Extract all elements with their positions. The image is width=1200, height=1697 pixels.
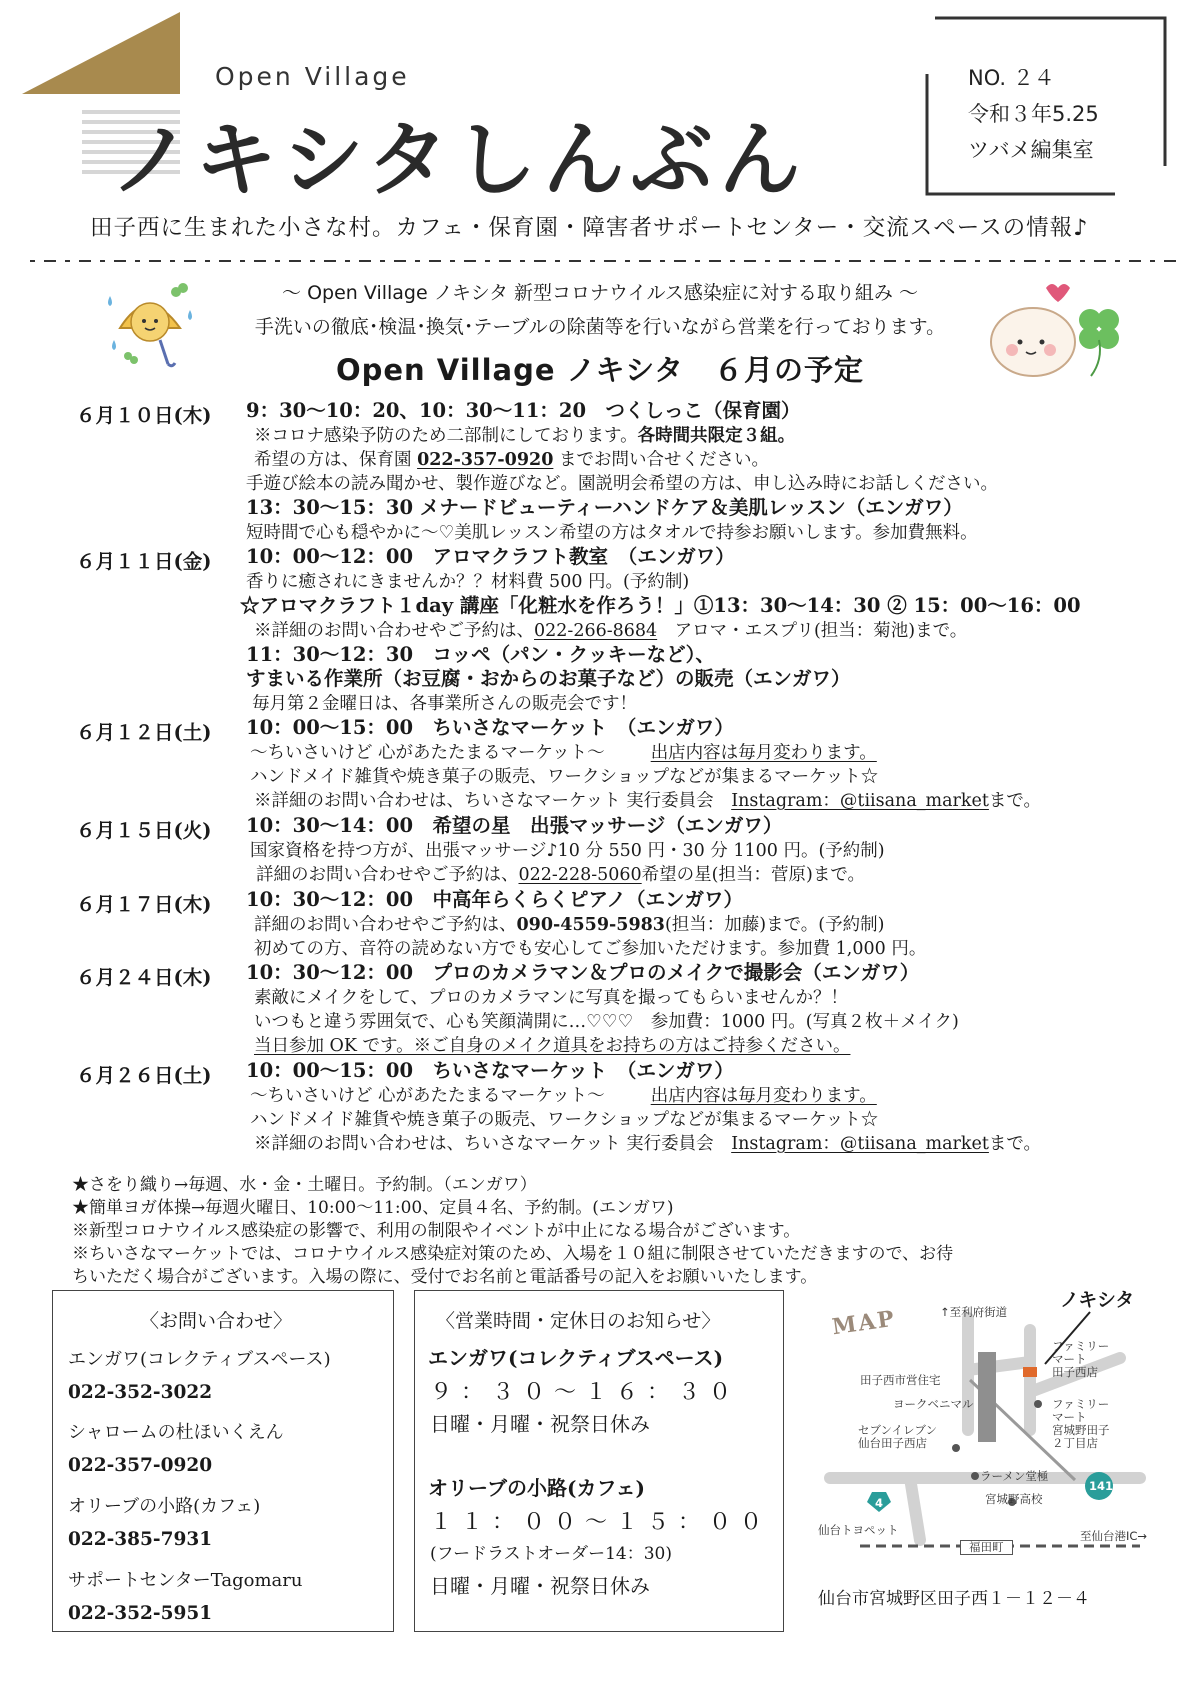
event-title: 13：30～15：30 メナードビューティーハンドケア＆美肌レッスン（エンガワ） [246, 496, 963, 519]
event-description: ～ちいさいけど 心があたたまるマーケット～ 出店内容は毎月変わります。 [250, 1086, 877, 1106]
map-label: ラーメン堂極 [980, 1469, 1049, 1483]
event-contact: 詳細のお問い合わせやご予約は、022-228-5060希望の星(担当：菅原)まで。 [256, 865, 865, 885]
event-description: ～ちいさいけど 心があたたまるマーケット～ 出店内容は毎月変わります。 [250, 743, 877, 763]
contact-phone[interactable]: 022-352-5951 [68, 1603, 213, 1624]
instagram-link[interactable]: Instagram：@tiisana_market [731, 1134, 989, 1154]
event-title: 10：00～15：00 ちいさなマーケット （エンガワ） [246, 1059, 734, 1082]
engawa-closed-days: 日曜・月曜・祝祭日休み [430, 1412, 650, 1436]
engawa-name: エンガワ(コレクティブスペース) [428, 1346, 724, 1370]
event-contact: 詳細のお問い合わせやご予約は、090-4559-5983(担当：加藤)まで。(予約制) [254, 915, 885, 935]
event-description: 当日参加 OK です。※ご自身のメイク道具をお持ちの方はご持参ください。 [254, 1036, 851, 1056]
map-heading: ノキシタ [1060, 1289, 1135, 1311]
event-title: 10：30～14：00 希望の星 出張マッサージ（エンガワ） [246, 814, 783, 837]
note-item: ★さをり織り→毎週、水・金・土曜日。予約制。（エンガワ） [72, 1175, 537, 1195]
event-description: 国家資格を持つ方が、出張マッサージ♪10 分 550 円・30 分 1100 円。(予約制) [250, 841, 885, 861]
event-description: 短時間で心も穏やかに～♡美肌レッスン希望の方はタオルで持参お願いします。参加費無料。 [246, 523, 978, 543]
event-contact: 希望の方は、保育園 022-357-0920 までお問い合せください。 [254, 450, 769, 470]
event-contact: ※詳細のお問い合わせやご予約は、022-266-8684 アロマ・エスプリ(担当：菊池)まで。 [254, 621, 968, 641]
event-date: ６月１７日(木) [76, 893, 212, 916]
map-logo: MAP [830, 1305, 898, 1341]
phone-number[interactable]: 022-266-8684 [534, 621, 658, 641]
contact-name: サポートセンターTagomaru [68, 1570, 303, 1591]
olive-name: オリーブの小路(カフェ) [428, 1476, 645, 1500]
event-description: 毎月第２金曜日は、各事業所さんの販売会です！ [252, 694, 637, 714]
instagram-link[interactable]: Instagram：@tiisana_market [731, 791, 989, 811]
event-description: 香りに癒されにきませんか？？材料費 500 円。(予約制) [246, 572, 690, 592]
event-description: ハンドメイド雑貨や焼き菓子の販売、ワークショップなどが集まるマーケット☆ [250, 767, 879, 787]
masthead-title: ノキシタしんぶん [110, 113, 807, 208]
location-pin-icon [1023, 1367, 1037, 1377]
engawa-hours: ９：３０～１６：３０ [430, 1380, 741, 1405]
event-date: ６月２６日(土) [76, 1064, 212, 1087]
olive-last-order: (フードラストオーダー14：30) [430, 1544, 672, 1564]
event-title: ☆アロマクラフト１day 講座「化粧水を作ろう！」①13：30～14：30 ② 15：00～16：00 [240, 594, 1081, 617]
contact-name: シャロームの杜ほいくえん [68, 1422, 284, 1443]
note-item: ※新型コロナウイルス感染症の影響で、利用の制限やイベントが中止になる場合がございます。 [72, 1221, 801, 1241]
event-description: 手遊び絵本の読み聞かせ、製作遊びなど。園説明会希望の方は、申し込み時にお話しください。 [246, 474, 998, 494]
event-description: いつもと違う雰囲気で、心も笑顔満開に…♡♡♡ 参加費：1000 円。(写真２枚＋メイク) [254, 1012, 959, 1032]
note-item: ちいただく場合がございます。入場の際に、受付でお名前と電話番号の記入をお願いいたします。 [72, 1267, 818, 1287]
map-label: 宮城野高校 [985, 1492, 1043, 1506]
event-title: 10：00～12：00 アロマクラフト教室 （エンガワ） [246, 545, 735, 568]
event-date: ６月１５日(火) [76, 819, 212, 842]
map-label: 4 [875, 1496, 884, 1510]
note-item: ※ちいさなマーケットでは、コロナウイルス感染症対策のため、入場を１０組に制限させていただきますので、お待 [72, 1244, 954, 1264]
phone-number[interactable]: 090-4559-5983 [516, 915, 665, 935]
address: 仙台市宮城野区田子西１－１２－４ [818, 1589, 1090, 1609]
contact-name: エンガワ(コレクティブスペース) [68, 1349, 331, 1370]
event-date: ６月１１日(金) [76, 550, 212, 573]
event-contact: ※詳細のお問い合わせは、ちいさなマーケット 実行委員会 Instagram：@tiisana_marketまで。 [254, 1134, 1042, 1154]
olive-closed-days: 日曜・月曜・祝祭日休み [430, 1574, 650, 1598]
phone-number[interactable]: 022-357-0920 [417, 450, 554, 470]
event-title: 11：30～12：30 コッペ（パン・クッキーなど）、 [246, 643, 715, 666]
map-label: 仙台トヨペット [818, 1523, 899, 1537]
event-title: 10：30～12：00 プロのカメラマン＆プロのメイクで撮影会（エンガワ） [246, 961, 920, 984]
map-label: ↑至利府街道 [940, 1305, 1008, 1319]
event-date: ６月１０日(木) [76, 404, 212, 427]
map-label: ヨークベニマル [893, 1397, 974, 1411]
masthead-subtitle: Open Village [215, 62, 410, 91]
event-contact: ※詳細のお問い合わせは、ちいさなマーケット 実行委員会 Instagram：@tiisana_marketまで。 [254, 791, 1042, 811]
event-description: ハンドメイド雑貨や焼き菓子の販売、ワークショップなどが集まるマーケット☆ [250, 1110, 879, 1130]
map-label: 福田町 [960, 1540, 1013, 1555]
issue-number: NO. ２４ [968, 66, 1055, 90]
olive-hours: １１：００～１５：００ [430, 1510, 772, 1535]
covid-notice-body: 手洗いの徹底･検温･換気･テーブルの除菌等を行いながら営業を行っております。 [254, 316, 946, 338]
event-note: ※コロナ感染予防のため二部制にしております。各時間共限定３組。 [254, 426, 796, 446]
event-title: 10：00～15：00 ちいさなマーケット （エンガワ） [246, 716, 734, 739]
note-item: ★簡単ヨガ体操→毎週火曜日、10:00～11:00、定員４名、予約制。(エンガワ) [72, 1198, 674, 1218]
phone-number[interactable]: 022-228-5060 [518, 865, 642, 885]
map-label: 141 [1089, 1479, 1114, 1493]
business-hours-title: 〈営業時間・定休日のお知らせ〉 [436, 1310, 721, 1332]
contact-box-title: 〈お問い合わせ〉 [140, 1310, 293, 1332]
map-label: ファミリー マート 宮城野田子 ２丁目店 [1052, 1397, 1110, 1450]
map-label: セブンイレブン 仙台田子西店 [858, 1423, 938, 1450]
contact-phone[interactable]: 022-352-3022 [68, 1382, 213, 1403]
event-description: 初めての方、音符の読めない方でも安心してご参加いただけます。参加費 1,000 円。 [254, 939, 927, 959]
dashed-divider [30, 260, 1180, 262]
schedule-title: Open Village ノキシタ ６月の予定 [335, 353, 865, 387]
event-description: 素敵にメイクをして、プロのカメラマンに写真を撮ってもらいませんか？！ [254, 988, 848, 1008]
contact-name: オリーブの小路(カフェ) [68, 1496, 261, 1517]
event-date: ６月１２日(土) [76, 721, 212, 744]
event-title: 9：30～10：20、10：30～11：20 つくしっこ（保育園） [246, 399, 801, 422]
covid-notice-title: ～ Open Village ノキシタ 新型コロナウイルス感染症に対する取り組み ～ [282, 282, 918, 304]
event-title: すまいる作業所（お豆腐・おからのお菓子など）の販売（エンガワ） [246, 667, 851, 690]
contact-phone[interactable]: 022-385-7931 [68, 1529, 213, 1550]
map-label: 田子西市営住宅 [860, 1373, 941, 1387]
map-label: ファミリー マート 田子西店 [1052, 1339, 1110, 1379]
issue-date: 令和３年5.25 [968, 102, 1099, 126]
event-title: 10：30～12：00 中高年らくらくピアノ（エンガワ） [246, 888, 743, 911]
map-label: 至仙台港IC→ [1080, 1529, 1148, 1543]
event-date: ６月２４日(木) [76, 966, 212, 989]
tagline: 田子西に生まれた小さな村。カフェ・保育園・障害者サポートセンター・交流スペースの情報♪ [90, 215, 1089, 241]
issue-editor: ツバメ編集室 [968, 138, 1094, 162]
contact-phone[interactable]: 022-357-0920 [68, 1455, 213, 1476]
